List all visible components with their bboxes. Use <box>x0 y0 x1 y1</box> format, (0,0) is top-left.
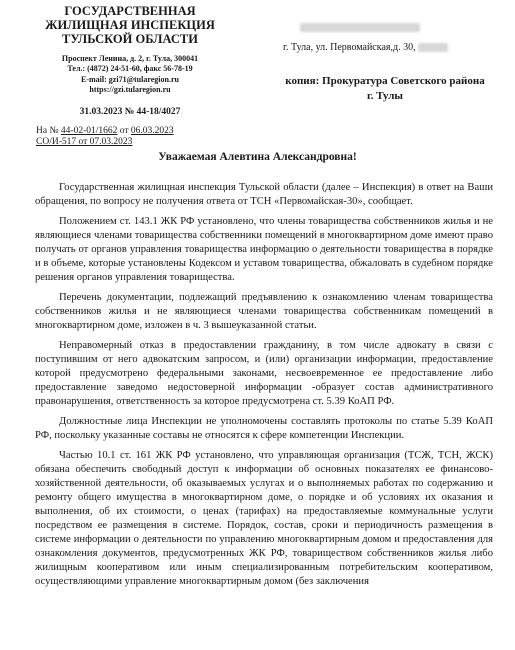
redaction-block <box>418 43 448 52</box>
paragraph: Неправомерный отказ в предоставлении гражданину, в том числе адвокату в связи с поступившим от него адвокатским запросом, и (или) организации информации, предоставление которой предусмотрено федеральными законами, несвоевременное ее предоставление либо предоставление заведомо недостоверной информации -образует состав административного правонарушения, ответственность за которое предусмотрена ст. 5.39 КоАП РФ. <box>35 340 493 407</box>
reply-date-1: 06.03.2023 <box>130 126 174 136</box>
org-email: E-mail: gzi71@tularegion.ru <box>81 74 179 84</box>
reply-of-2: от <box>76 136 90 147</box>
reply-of-1: от <box>117 126 131 136</box>
paragraph: Государственная жилищная инспекция Тульской области (далее – Инспекция) в ответ на Ваши обращения, по вопросу не получения ответа от ТСН «Первомайская-30», сообщает. <box>35 182 493 207</box>
org-line: ЖИЛИЩНАЯ ИНСПЕКЦИЯ <box>45 18 215 32</box>
copy-recipient <box>275 74 495 104</box>
redaction-block <box>300 23 420 32</box>
reply-date-2: 07.03.2023 <box>89 136 133 147</box>
copy-line-2: г. Тулы <box>366 90 404 102</box>
reply-number-1: 44-02-01/1662 <box>60 126 118 136</box>
org-line: ТУЛЬСКОЙ ОБЛАСТИ <box>62 32 198 46</box>
paragraph: Должностные лица Инспекции не уполномочены составлять протоколы по статье 5.39 КоАП РФ, поскольку указанные составы не относятся к сфере компетенции Инспекции. <box>35 416 493 441</box>
reply-ref-line-2 <box>36 137 174 148</box>
reply-reference <box>36 126 174 147</box>
paragraph: Положением ст. 143.1 ЖК РФ установлено, что члены товарищества собственников жилья и не являющиеся членами товарищества собственники помещений в многоквартирном доме имеют право получать от органов управления товарищества информацию о деятельности товарищества в порядке и в объеме, которые установлены Кодексом и уставом товарищества, обжаловать в судебном порядке решения органов управления товарищества. <box>35 216 493 283</box>
org-name <box>30 4 230 46</box>
paragraph: Перечень документации, подлежащий предъявлению к ознакомлению членам товарищества собственников жилья и не являющиеся членами товарищества собственникам помещений в многоквартирном доме, изложен в ч. 3 вышеуказанной статьи. <box>35 292 493 331</box>
reply-ref-line-1 <box>36 126 174 137</box>
reply-number-2: СО/И-517 <box>36 136 77 147</box>
org-website: https://gzi.tularegion.ru <box>89 85 171 95</box>
recipient-name-redacted <box>300 18 485 28</box>
recipient-address-text: г. Тула, ул. Первомайская,д. 30, <box>283 42 416 53</box>
recipient-address <box>283 42 448 53</box>
outgoing-number: 31.03.2023 № 44-18/4027 <box>79 107 181 117</box>
reply-prefix: На № <box>36 126 61 136</box>
letter-body <box>35 181 493 595</box>
copy-line-1: копия: Прокуратура Советского района <box>285 75 485 87</box>
org-address: Проспект Ленина, д. 2, г. Тула, 300041 <box>61 54 199 63</box>
org-contacts <box>30 54 230 96</box>
org-phone: Тел.: (4872) 24-51-60, факс 56-78-19 <box>67 64 193 74</box>
salutation: Уважаемая Алевтина Александровна! <box>158 151 357 163</box>
paragraph: Частью 10.1 ст. 161 ЖК РФ установлено, что управляющая организация (ТСЖ, ТСН, ЖСК) обязана обеспечить свободный доступ к информации об основных показателях ее финансово-хозяйственной деятельности, об оказываемых услугах и о выполняемых работах по содержанию и ремонту общего имущества в многоквартирном доме, о порядке и об условиях их оказания и выполнения, об их стоимости, о ценах (тарифах) на предоставляемые коммунальные услуги посредством ее размещения в системе. Порядок, состав, сроки и периодичность размещения в системе информации о деятельности по управлению многоквартирным домом и предоставления для ознакомления документов, предусмотренных ЖК РФ, товариществом собственников жилья либо жилищным кооперативом или иным специализированным потребительским кооперативом, осуществляющими управление многоквартирным домом (без заключения <box>35 450 493 587</box>
org-line: ГОСУДАРСТВЕННАЯ <box>64 4 196 18</box>
